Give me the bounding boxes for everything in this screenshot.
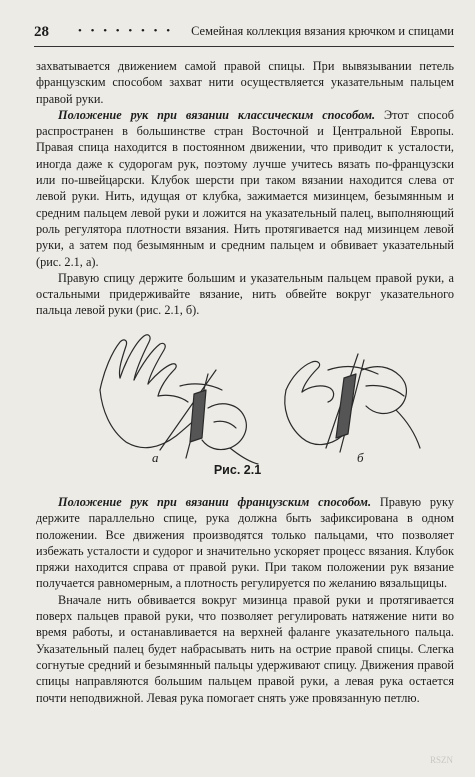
paragraph-french-method — [36, 494, 454, 592]
hand-b-right-wrist — [396, 410, 420, 448]
paragraph-classic-body: Этот способ распространен в большинстве стран Восточной и Центральной Европы. Правая спица находится в постоянном движении, что приводит к усталости, иногда даже к судорогам рук, поэтому лучше учитесь вязать по-французски или по-швейцарски. Клубок шерсти при таком вязании находится слева от левой руки. Нить, идущая от клубка, зажимается мизинцем, безымянным и средним пальцем левой руки и ложится на указательный палец, выполняющий роль регулятора плотности вязания. Нить протягивается над мизинцем левой руки, а затем под безымянным и средним пальцем и обвивает указательный (рис. 2.1, а). — [36, 107, 454, 269]
running-title: Семейная коллекция вязания крючком и спицами — [191, 24, 454, 38]
page-header — [34, 22, 454, 47]
figure-label-a: а — [152, 450, 159, 465]
paragraph-classic-method — [36, 107, 454, 270]
needle-left-a — [160, 370, 216, 450]
header-dots: • • • • • • • • — [78, 25, 174, 37]
knitted-fabric-a — [190, 390, 206, 442]
hand-b-finger-1 — [286, 361, 320, 392]
hand-b-finger-2 — [302, 386, 334, 402]
left-hand-outline-1 — [100, 340, 127, 390]
right-hand-a — [202, 404, 246, 450]
section-lead-french: Положение рук при вязании французским способом. — [58, 495, 372, 509]
right-wrist-a — [230, 448, 258, 464]
paragraph-right-needle: Правую спицу держите большим и указательным пальцем правой руки, а остальными придерживайте вязание, нить обвейте вокруг указательного пальца левой руки (рис. 2.1, б). — [36, 270, 454, 318]
text-block-bottom — [36, 494, 454, 706]
text-block-top — [36, 58, 454, 319]
paragraph-yarn-wrapping: Вначале нить обвивается вокруг мизинца правой руки и протягивается поверх пальцев правой руки, что позволяет регулировать натяжение нити во время работы, и останавливается на верхней фаланге указательного пальца. Указательный палец будет набрасывать нить на острие правой спицы. Слегка согнутые средний и безымянный пальцы удерживают спицу. Движения правой спицы направляются большим пальцем правой руки, а левая рука остается почти неподвижной. Левая рука помогает снять уже провязанную петлю. — [36, 592, 454, 705]
right-finger-a — [214, 421, 236, 428]
paragraph-continuation: захватывается движением самой правой спицы. При вывязывании петель французским способом захват нити осуществляется указательным пальцем правой руки. — [36, 59, 454, 106]
knitted-fabric-b — [336, 374, 356, 438]
yarn-a — [180, 384, 222, 390]
hand-b-palm — [285, 390, 342, 445]
paragraph-french-body: Правую руку держите параллельно спице, рука должна быть зафиксирована в одном положении. Все движения производятся только пальцами, что позволяет избежать усталости и судорог и значительно ускоряет процесс вязания. Клубок пряжи находится справа от правой руки. При таком положении рук вязание получается равномерным, а плотность регулируется по желанию вязальщицы. — [36, 495, 454, 591]
hand-b-right-finger — [366, 385, 404, 396]
left-hand-outline-4 — [148, 364, 176, 396]
section-lead-classic: Положение рук при вязании классическим способом. — [58, 107, 376, 122]
footer-mark: RSZN — [429, 755, 453, 765]
figure-caption: Рис. 2.1 — [213, 463, 262, 477]
left-thumb — [158, 395, 188, 402]
left-palm-outline — [100, 390, 202, 448]
hand-b-right — [362, 367, 406, 414]
knitting-hands-illustration — [90, 330, 430, 480]
figure-label-b: б — [357, 450, 364, 465]
left-hand-outline-2 — [120, 335, 150, 380]
page-number: 28 — [34, 24, 49, 40]
